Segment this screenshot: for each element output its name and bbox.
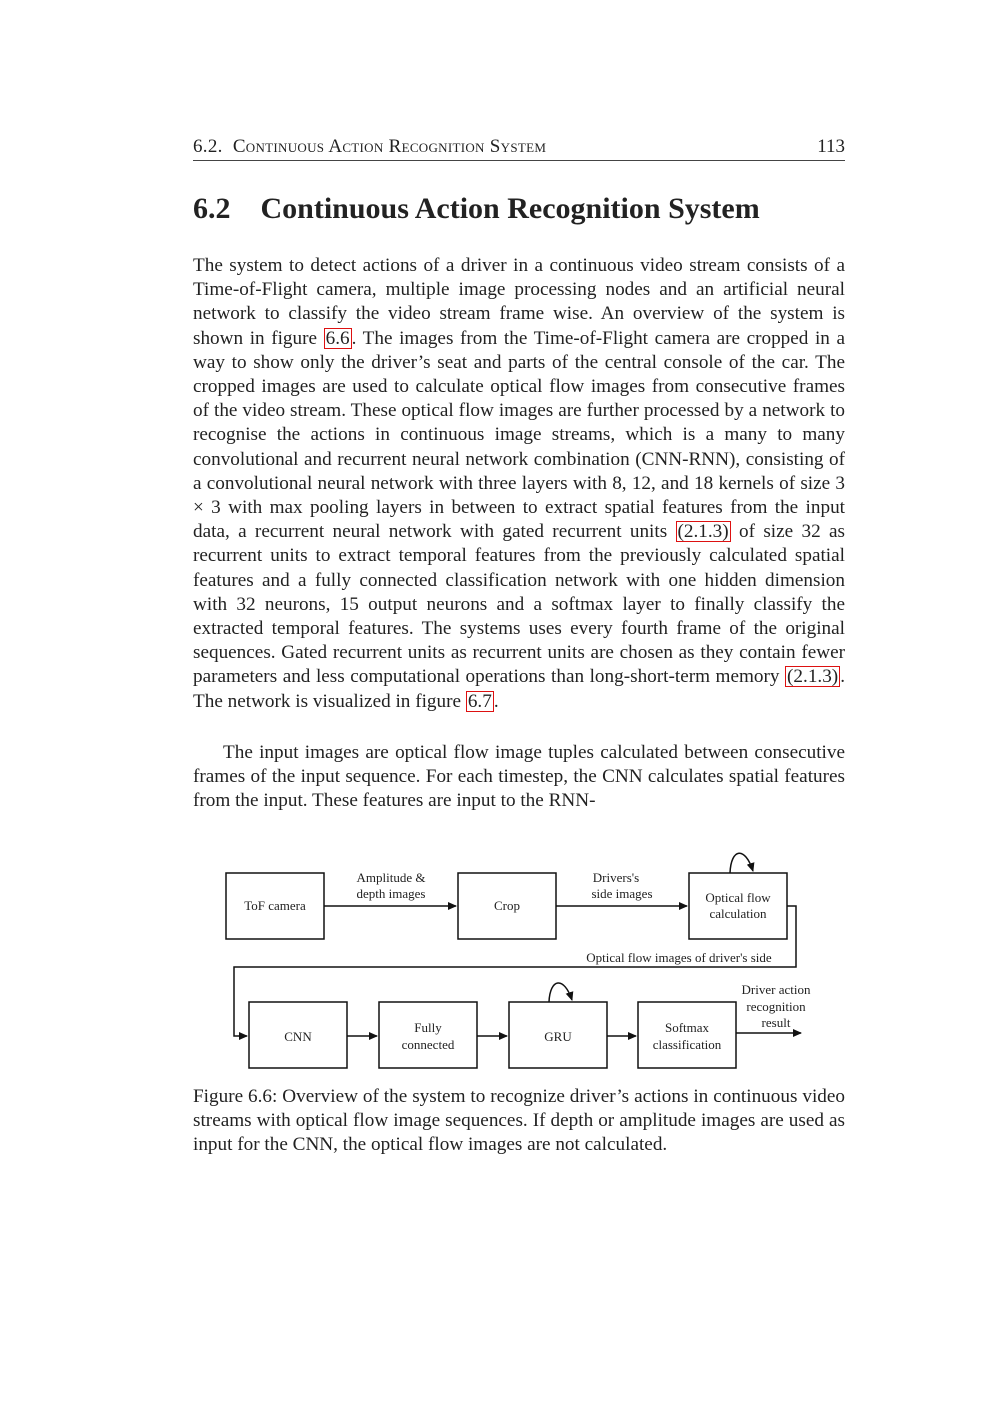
paragraph-1-text-a: The system to detect actions of a driver in a continuous video stream consists of a Time-of-Flight camera, multiple image processing nodes and an artificial neural network to classify the video stream frame wise. An overview of the system is shown in figure xyxy=(193,255,845,349)
running-head xyxy=(193,134,845,161)
edge-label-drivers-1: Drivers's xyxy=(592,870,640,885)
running-head-section xyxy=(193,136,546,158)
fully-connected-label-1: Fully xyxy=(414,1020,442,1035)
section-number: 6.2 xyxy=(193,192,231,225)
paragraph-1 xyxy=(193,254,845,714)
softmax-box xyxy=(638,1002,736,1068)
softmax-label-2: classification xyxy=(652,1037,722,1052)
gru-self-loop xyxy=(549,983,572,1002)
edge-label-amplitude-2: depth images xyxy=(356,886,426,901)
optical-flow-label-2: calculation xyxy=(709,906,767,921)
result-label-3: result xyxy=(761,1015,791,1030)
lstm-reference-link[interactable]: (2.1.3) xyxy=(787,666,839,688)
figure-caption: Figure 6.6: Overview of the system to recognize driver’s actions in continuous video streams with optical flow image sequences. If depth or amplitude images are used as input for the CNN, the optical flow images are not calculated. xyxy=(193,1086,845,1156)
tof-camera-label: ToF camera xyxy=(244,898,306,913)
crop-label: Crop xyxy=(494,898,520,913)
cnn-label: CNN xyxy=(284,1029,312,1044)
running-head-number: 6.2. xyxy=(193,136,223,157)
fully-connected-box xyxy=(379,1002,477,1068)
figure-6-6-link[interactable]: 6.6 xyxy=(325,327,350,349)
edge-label-optical-flow-images: Optical flow images of driver's side xyxy=(586,950,772,965)
paragraph-1-text-e: . xyxy=(493,690,499,712)
fully-connected-label-2: connected xyxy=(401,1037,455,1052)
result-label-2: recognition xyxy=(746,999,806,1014)
figure-6-7-link[interactable]: 6.7 xyxy=(467,690,492,712)
section-title xyxy=(193,192,760,226)
paragraph-1-text-d: . The network is visualized in figure xyxy=(193,666,845,712)
optical-flow-self-loop xyxy=(730,853,753,873)
paragraph-1-text-c: of size 32 as recurrent units to extract temporal features from the previously calculated spatial features and a fully connected classification network with one hidden dimension with 32 neurons, 15 output neurons and a softmax layer to finally classify the extracted temporal features. The systems uses every fourth frame of the original sequences. Gated recurrent units as recurrent units are chosen as they contain fewer parameters and less computational operations than long-short-term memory xyxy=(193,521,845,688)
softmax-label-1: Softmax xyxy=(664,1020,710,1035)
page-number: 113 xyxy=(817,136,845,157)
system-overview-diagram xyxy=(0,840,1000,1080)
running-head-title: Continuous Action Recognition System xyxy=(232,136,547,157)
section-title-text: Continuous Action Recognition System xyxy=(260,192,760,225)
gru-label: GRU xyxy=(544,1029,572,1044)
edge-label-drivers-2: side images xyxy=(591,886,653,901)
result-label-1: Driver action xyxy=(741,982,811,997)
edge-label-amplitude-1: Amplitude & xyxy=(356,870,426,885)
gru-reference-link[interactable]: (2.1.3) xyxy=(677,521,729,543)
paragraph-2: The input images are optical flow image tuples calculated between consecutive frames of the input sequence. For each timestep, the CNN calculates spatial features from the input. These features are input to the RNN- xyxy=(193,742,845,812)
paragraph-1-text-b: . The images from the Time-of-Flight camera are cropped in a way to show only the driver’s seat and parts of the central console of the car. The cropped images are used to calculate optical flow images from consecutive frames of the video stream. These optical flow images are further processed by a network to recognise the actions in continuous image streams, which is a many to many convolutional and recurrent neural network combination (CNN-RNN), consisting of a convolutional neural network with three layers with 8, 12, and 18 kernels of size 3 × 3 with max pooling layers in between to extract spatial features from the input data, a recurrent neural network with gated recurrent units xyxy=(193,327,846,543)
optical-flow-label-1: Optical flow xyxy=(705,890,771,905)
